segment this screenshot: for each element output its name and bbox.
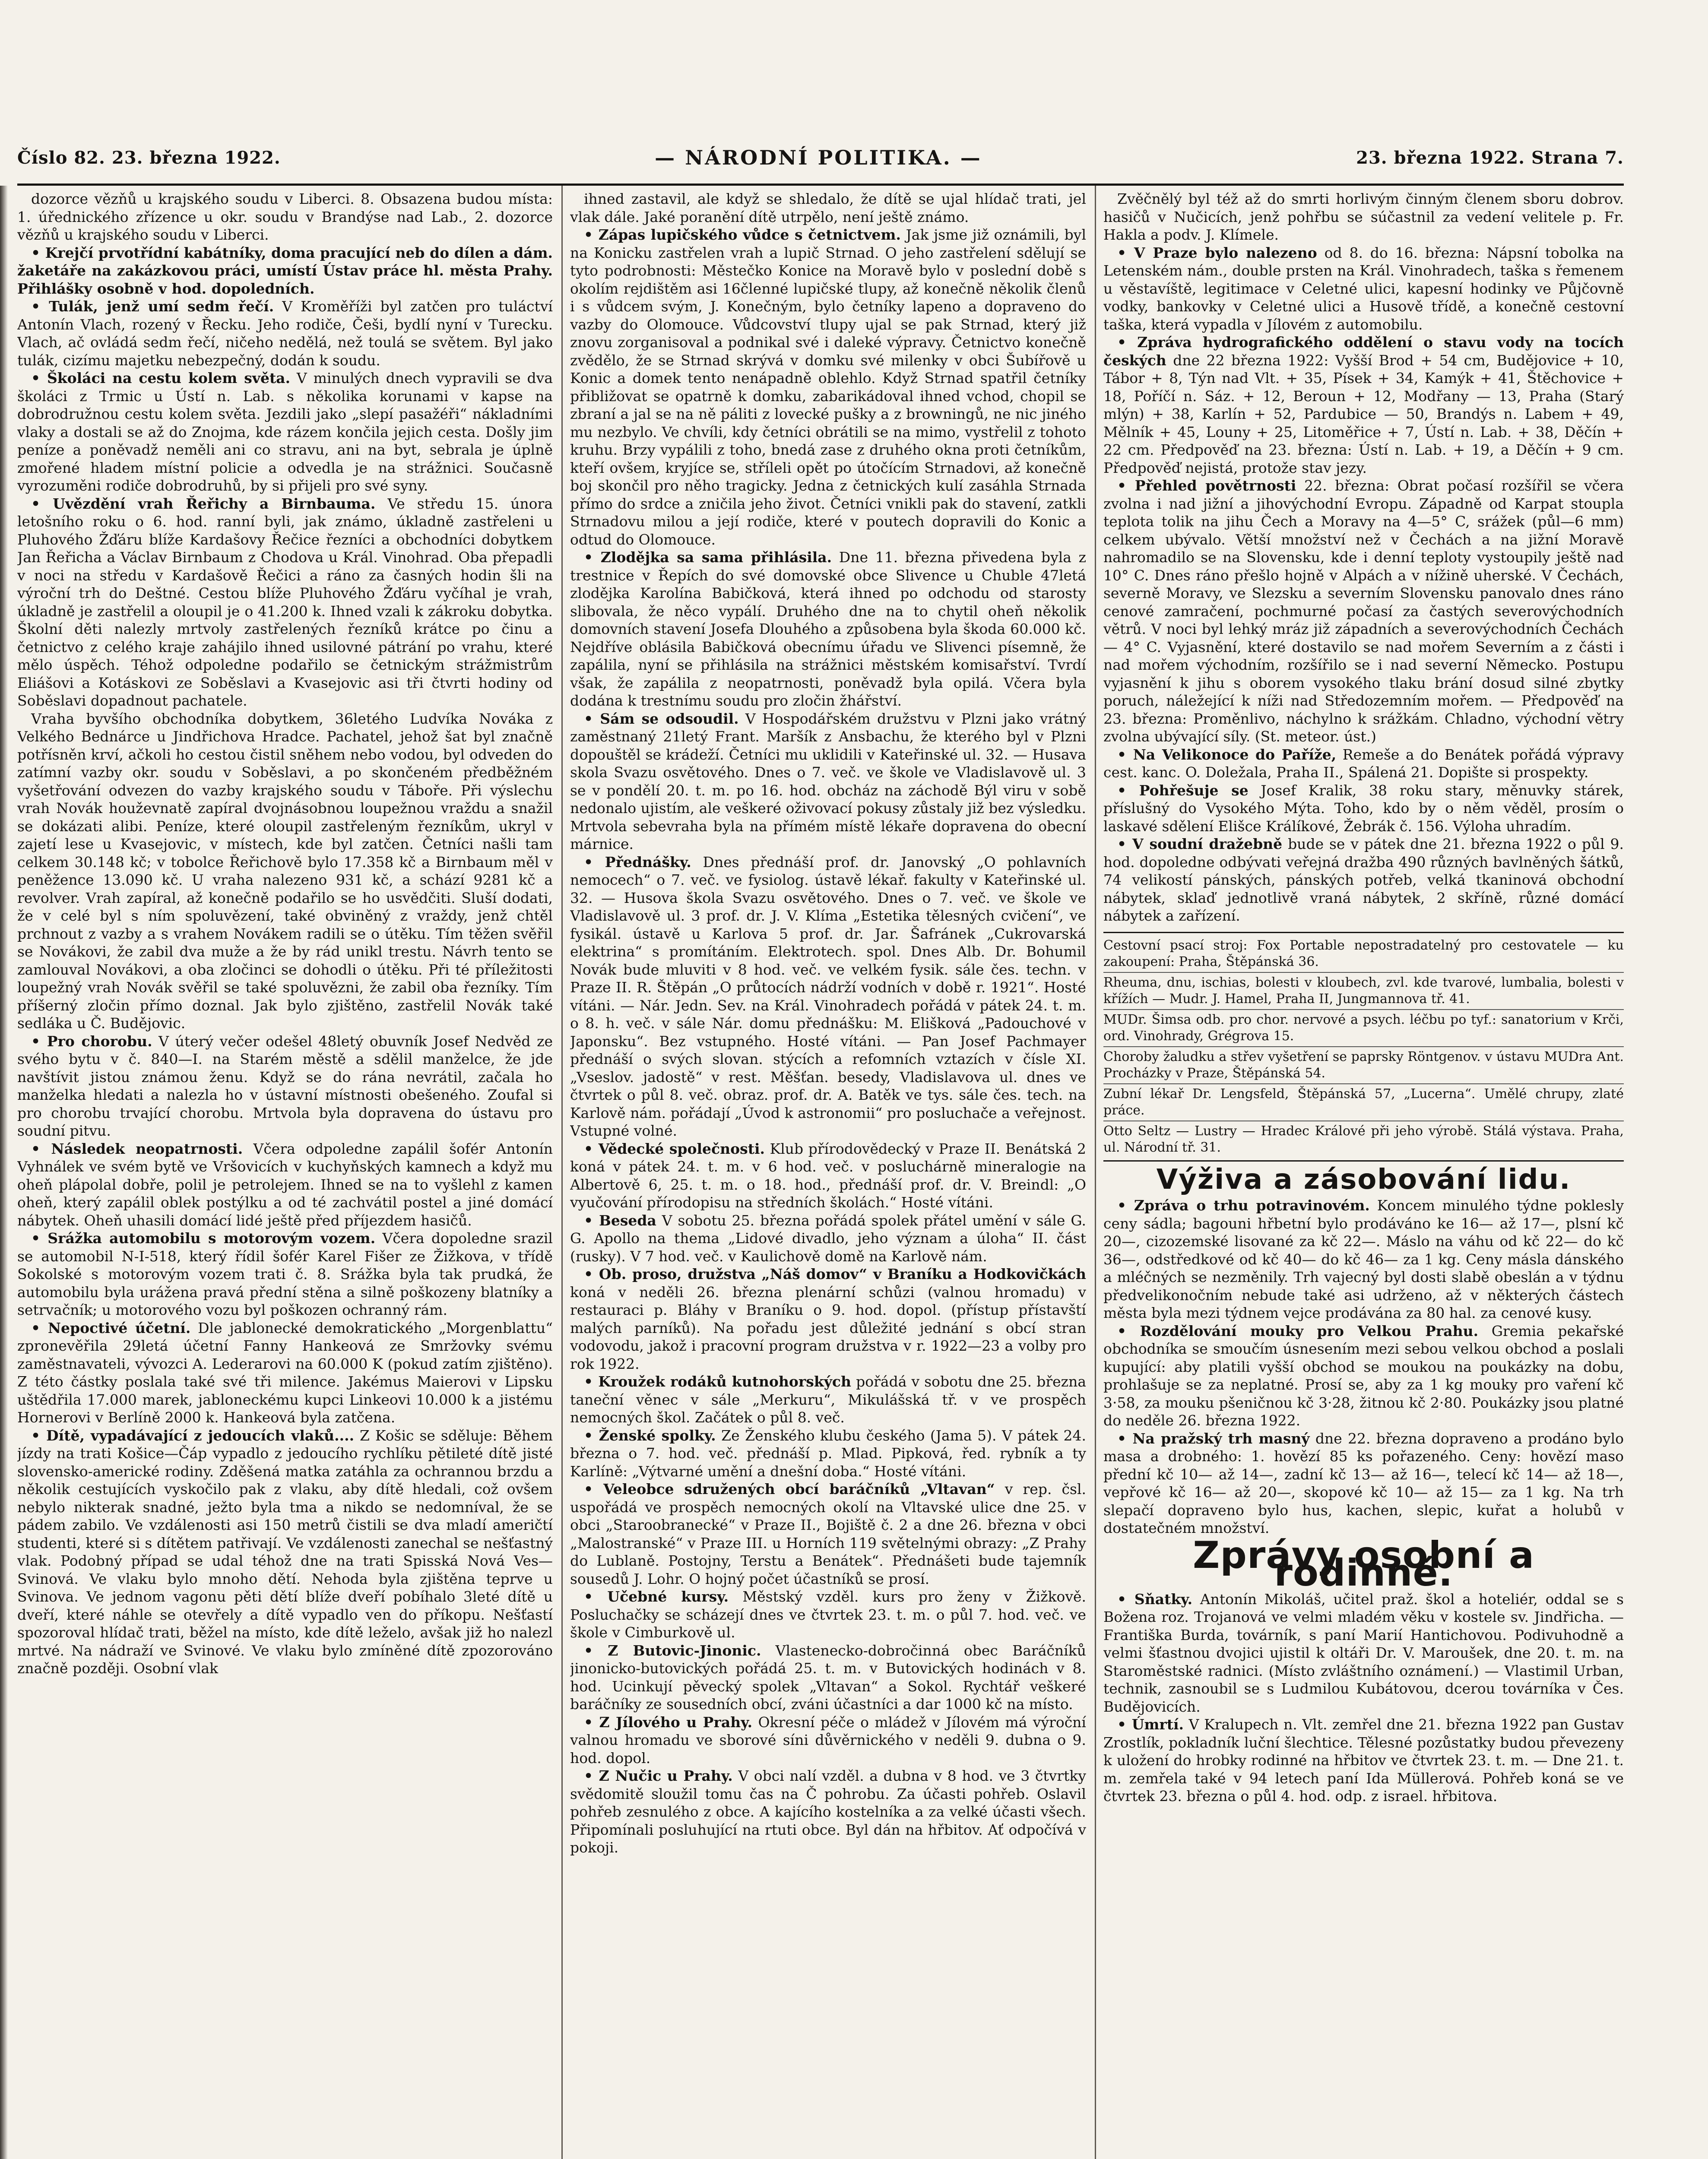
news-item-body: Gremia pekařské obchodníka se smoučím úsnesením mezi sebou velkou obchod a poslali kupující: aby platili vyšší obchod se moukou na poukázky na dobu, prohlašuje se za neplatné. Prosí se, aby za 1 kg mouky pro vaření kč 3·58, za mouku pšeničnou kč 3·28, žitnou kč 2·80. Poukázky jsou platné do neděle 26. března 1922. — [1103, 1322, 1624, 1429]
news-item — [17, 1427, 553, 1678]
news-item-body: dne 22. března dopraveno a prodáno bylo masa a drobného: 1. hovězí 85 ks pořazeného. Ceny: hovězí maso přední kč 10— až 14—, zadní kč 13— až 16—, telecí kč 14— až 18—, vepřové kč 16— až 20—, skopové kč 10— až 15— za 1 kg. Na trh slepačí dopraveno bylo hus, kachen, slepic, kuřat a holubů v dostatečném množství. — [1103, 1430, 1624, 1536]
news-item-headline: • Tulák, jenž umí sedm řečí. — [31, 298, 274, 315]
news-item — [1103, 190, 1624, 244]
news-item — [17, 495, 553, 710]
news-item-headline: • Následek neopatrnosti. — [31, 1140, 243, 1157]
news-item — [17, 1140, 553, 1230]
classified-ad: Rheuma, dnu, ischias, bolesti v kloubech, zvl. kde tvarové, lumbalia, bolesti v křížích — Mudr. J. Hamel, Praha II, Jungmannova tř. 41. — [1103, 973, 1624, 1010]
news-item-headline: • Sám se odsoudil. — [584, 710, 739, 727]
news-item — [570, 1140, 1086, 1212]
news-item — [570, 1427, 1086, 1481]
news-item — [1103, 244, 1624, 334]
news-item-headline: • Pro chorobu. — [31, 1032, 152, 1050]
header-rule — [17, 184, 1624, 186]
news-item-body: bude se v pátek dne 21. března 1922 o půl 9. hod. dopoledne odbývati veřejná dražba 490 různých bavlněných šátků, 74 velikostí pánských, pánských potřeb, velká tkaninová obchodní nábytek, sklaď jednotlivě vraná nábytek, 2 skříně, různé domácí nábytek a zařízení. — [1103, 836, 1624, 924]
news-item-body: Včera odpoledne zapálil šofér Antonín Vyhnálek ve svém bytě ve Vršovicích v kuchyňských kamnech a když mu oheň plápolal dobře, polil je petrolejem. Ihned se na to vyšlehl z kamen oheň, který zapálil oblek postýlku a od té zachvátil postel a jiné domácí nábytek. Oheň uhasili domácí lidé ještě před příjezdem hasičů. — [17, 1140, 553, 1229]
classified-ad: Choroby žaludku a střev vyšetření se paprsky Röntgenov. v ústavu MUDra Ant. Procházky v Praze, Štěpánská 54. — [1103, 1047, 1624, 1084]
news-item-headline: • Vědecké společnosti. — [584, 1140, 765, 1157]
news-item-headline: • Beseda — [584, 1212, 656, 1229]
news-item-headline: • Pohřešuje se — [1117, 782, 1249, 799]
news-item-body: V sobotu 25. března pořádá spolek přátel umění v sále G. G. Apollo na thema „Lidové divadlo, jeho význam a úloha“ II. část (rusky). V 7 hod. več. v Kaulichově domě na Karlově nám. — [570, 1212, 1086, 1265]
news-item — [1103, 835, 1624, 925]
news-item — [570, 1265, 1086, 1373]
column-2 — [570, 190, 1086, 2159]
news-item-headline: • Veleobce sdružených obcí baráčníků „Vltavan“ — [584, 1481, 995, 1497]
news-item — [570, 1212, 1086, 1266]
news-item-body: Josef Kralik, 38 roku stary, měnuvky stárek, příslušný do Vysokého Mýta. Toho, kdo by o něm věděl, prosím o laskavé sdělení Elišce Králíkové, Žebrák č. 156. Výloha uhradím. — [1103, 782, 1624, 835]
news-item-body: Dne 11. března přivedena byla z trestnice v Řepích do své domovské obce Slivence u Chuble 47letá zlodějka Karolína Babičková, která ihned po odchodu od starosty slibovala, že něco vypálí. Druhého dne na to chytil oheň několik domovních stavení Josefa Dlouhého a způsobena byla škoda 60.000 kč. Nejdříve oblásila Babičková obecnímu úřadu ve Slivenci písemně, že zapálila, nyní se přihlásila na strážnici městském komisařství. Tvrdí však, že zapálila z neopatrnosti, poněvadž byla opilá. Včera byla dodána k trestnímu soudu pro zločin žhářství. — [570, 549, 1086, 709]
news-item-headline: • Krejčí prvotřídní kabátníky, doma pracující neb do dílen a dám. žaketáře na zakázkovou práci, umístí Ústav práce hl. města Prahy. Přihlášky osobně v hod. dopoledních. — [17, 244, 553, 297]
news-item-body: Zvěčnělý byl též až do smrti horlivým činným členem sboru dobrov. hasičů v Nučicích, jenž pohřbu se súčastnil za vedení velitele p. Fr. Hakla a podv. J. Klímele. — [1103, 190, 1624, 243]
news-item-body: Včera dopoledne srazil se automobil N-I-518, který řídil šofér Karel Fišer ze Žižkova, v třídě Sokolské s motorovým vozem trati č. 8. Srážka byla tak prudká, že automobilu byla urážena pravá přední stěna a silně poškozeny blatníky a setrvačník; u motorového vozu byl poškozen ochranný rám. — [17, 1230, 553, 1318]
news-item — [1103, 477, 1624, 746]
news-item-headline: • V Praze bylo nalezeno — [1117, 244, 1317, 261]
news-item-body: V Kroměříži byl zatčen pro tuláctví Antonín Vlach, rozený v Řecku. Jeho rodiče, Češi, bydlí nyní v Turecku. Vlach, ač ovládá sedm řečí, ničeho nedělá, než toulá se světem. Byl jako tulák, cizímu majetku nebezpečný, dodán k soudu. — [17, 298, 553, 369]
news-item-headline: • Školáci na cestu kolem světa. — [31, 370, 291, 386]
news-item-headline: • Uvězdění vrah Řeřichy a Birnbauma. — [31, 495, 376, 512]
news-item — [570, 1480, 1086, 1588]
news-item-headline: • Rozdělování mouky pro Velkou Prahu. — [1117, 1322, 1479, 1339]
classified-ad: MUDr. Šimsa odb. pro chor. nervové a psych. léčbu po tyf.: sanatorium v Krči, ord. Vinohrady, Grégrova 15. — [1103, 1010, 1624, 1047]
news-item-body: 22. března: Obrat počasí rozšířil se včera zvolna i nad jižní a jihovýchodní Evropu. Západně od Karpat stoupla teplota tolik na jihu Čech a Moravy na 4—5° C, srážek (půl—6 mm) celkem ubývalo. Větší množství než v Čechách a na jižní Moravě nahromadilo se na Slovensku, kde i denní teploty vystoupily ještě nad 10° C. Dnes ráno přešlo hojně v Alpách a v nížině uherské. V Čechách, severně Moravy, ve Slezsku a severním Slovensku panovalo dnes ráno cenové zamračení, pochmurné počasí za častých severovýchodních větrů. V noci byl lehký mráz již západních a severovýchodních Čechách — 4° C. Vyjasnění, které dostavilo se nad mořem Severním a z části i nad mořem východním, rozšířilo se i nad severní Německo. Postupu vyjasnění k jihu s oborem vysokého tlaku brání dosud silné zbytky poruch, náležející k níži nad Středozemním mořem. — Předpověď na 23. března: Proměnlivo, náchylno k srážkám. Chladno, východní větry zvolna ubývající síly. (St. meteor. úst.) — [1103, 477, 1624, 745]
news-item — [570, 1642, 1086, 1713]
news-item-headline: • Sňatky. — [1117, 1590, 1193, 1608]
news-item — [1103, 1430, 1624, 1537]
news-item-body: Okresní péče o mládež v Jílovém má výroční valnou hromadu ve sborové síni důvěrnického v neděli 9. dubna o 9. hod. dopol. — [570, 1713, 1086, 1766]
classified-ad: Zubní lékař Dr. Lengsfeld, Štěpánská 57, „Lucerna“. Umělé chrupy, zlaté práce. — [1103, 1084, 1624, 1121]
news-item — [570, 226, 1086, 548]
news-item-headline: • Přednášky. — [584, 853, 691, 871]
news-item — [17, 1229, 553, 1319]
scan-edge-shadow — [0, 186, 8, 2159]
column-1 — [17, 190, 553, 2159]
news-item — [17, 710, 553, 1032]
news-item — [1103, 1590, 1624, 1716]
news-item-headline: • Učebné kursy. — [584, 1588, 729, 1605]
news-item-headline: • Ženské spolky. — [584, 1427, 716, 1444]
column-divider-1 — [561, 186, 563, 2159]
news-item — [570, 1713, 1086, 1767]
news-item — [17, 298, 553, 369]
news-item — [1103, 1197, 1624, 1322]
news-item-body: koná v neděli 26. března plenární schůzi (valnou hromadu) v restauraci p. Bláhy v Braníku o 9. hod. dopol. (přístup přístavští malých parníků). Na pořadu jest důležité jednání s obcí stran vodovodu, jakož i pracovní program družstva v r. 1922—23 a volby pro rok 1922. — [570, 1283, 1086, 1372]
news-item — [1103, 333, 1624, 477]
news-item-body: dozorce vězňů u krajského soudu v Liberci. 8. Obsazena budou místa: 1. úřednického zřízence u okr. soudu v Brandýse nad Lab., 2. dozorce vězňů u krajského soudu v Liberci. — [17, 190, 553, 243]
news-item-headline: • Přehled povětrnosti — [1117, 477, 1296, 494]
news-item-body: Antonín Mikoláš, učitel praž. škol a hoteliér, oddal se s Božena roz. Trojanová ve velmi mladém věku v kostele sv. Jindřicha. — Františka Burda, továrník, s paní Marií Hantichovou. Podivuhodně a velmi šťastnou dvojici ujistil k oltáři Dr. V. Maroušek, dne 20. t. m. na Staroměstské radnici. (Místo zvláštního oznámení.) — Vlastimil Urban, technik, zasnoubil se s Ludmilou Kubátovou, dcerou továrníka v Čes. Budějovicích. — [1103, 1590, 1624, 1715]
news-item — [17, 1319, 553, 1427]
news-item-headline: • Dítě, vypadávající z jedoucích vlaků.... — [31, 1427, 355, 1444]
news-item-headline: • Z Jílového u Prahy. — [584, 1713, 753, 1731]
news-item-body: V úterý večer odešel 48letý obuvník Josef Nedvěd ze svého bytu v č. 840—I. na Starém městě a sdělil manželce, že jde navštívit jistou známou ženu. Když se do rána nevrátil, začala ho manželka hledati a nalezla ho v ústavní místnosti obešeného. Zoufal si pro chorobu trvající chorobu. Mrtvola byla dopravena do ústavu pro soudní pitvu. — [17, 1032, 553, 1139]
news-item — [1103, 1322, 1624, 1430]
news-item-body: Dnes přednáší prof. dr. Janovský „O pohlavních nemocech“ o 7. več. ve fysiolog. ústavě lékař. fakulty v Kateřinské ul. 32. — Husova škola Svazu osvětového. Dnes o 7. več. ve škole ve Vladislavově ul. 3 prof. dr. J. V. Klíma „Estetika tělesných cvičení“, ve fysikál. ústavě u Karlova 5 prof. dr. Jar. Šafránek „Cukrovarská elektrina“ s promítáním. Elektrotech. spol. Dnes Alb. Dr. Bohumil Novák bude mluviti v 8 hod. več. ve velkém fysik. sále čes. techn. v Praze II. R. Štěpán „O průtocích nádrží vodních v době r. 1921“. Hosté vítáni. — Nár. Jedn. Sev. na Král. Vinohradech pořádá v pátek 24. t. m. o 8. h. več. v sále Nár. domu přednášku: M. Elišková „Padouchové v Japonsku“. Bez vstupného. Hosté vítáni. — Pan Josef Pachmayer přednáší o svých slovan. stýcích a refomních vztazích v čísle XI. „Vseslov. jadostě“ v rest. Měšťan. besedy, Vladislavova ul. dnes ve čtvrtek o půl 8. več. obraz. prof. dr. A. Batěk ve tys. sále čes. tech. na Karlově nám. pořádají „Úvod k astronomii“ pro posluchače a veřejnost. Vstupné volné. — [570, 853, 1086, 1139]
news-item-body: Koncem minulého týdne poklesly ceny sádla; bagouni hřbetní bylo prodáváno ke 16— až 17—, plsní kč 20—, cizozemské lisované za kč 22—. Máslo na váhu od kč 22— do kč 36—, odstředkové od kč 40— do kč 46— za 1 kg. Ceny másla dánského a mléčných se nezměnily. Trh vajecný byl dosti slabě obeslán a v týdnu předvelikonočním nebude také asi udrženo, až v některých částech města byla mezi týdnem vejce prodávána za 80 hal. za cenové kusy. — [1103, 1197, 1624, 1321]
news-item-body: Dle jablonecké demokratického „Morgenblattu“ zpronevěřila 29letá účetní Fanny Hankeová ze Smržovky svému zaměstnavateli, vývozci A. Lederarovi na 60.000 K (pokud zatím zjištěno). Z této částky poslala také své tři milence. Jakémus Maierovi v Lipsku uštědřila 17.000 marek, jabloneckému kupci Linkeovi 10.000 k a jistému Hornerovi v Berlíně 2000 k. Hankeová byla zatčena. — [17, 1319, 553, 1426]
news-item-body: Vlastenecko-dobročinná obec Baráčníků jinonicko-butovických pořádá 25. t. m. v Butovických hodinách v 8. hod. Ucinkují pěvecký spolek „Vltavan“ a Sokol. Rychtář veškeré baráčníky ze sousedních obcí, zváni účastníci a dar 1000 kč na místo. — [570, 1642, 1086, 1713]
news-item — [570, 1373, 1086, 1427]
column-3 — [1103, 190, 1624, 2159]
news-item — [1103, 782, 1624, 836]
news-item-headline: • Na pražský trh masný — [1117, 1430, 1310, 1447]
news-item-body: pořádá v sobotu dne 25. března taneční věnec v sále „Merkuru“, Mikulášská tř. v ve prospěch nemocných škol. Začátek o půl 8. več. — [570, 1373, 1086, 1426]
news-item-body: Ze Ženského klubu českého (Jama 5). V pátek 24. března o 7. hod. več. přednáší p. Mlad. Pipková, řed. rybník a ty Karlíně: „Výtvarné umění a dnešní doba.“ Hosté vítáni. — [570, 1427, 1086, 1480]
news-item-headline: • Zpráva o trhu potravinovém. — [1117, 1197, 1370, 1214]
news-item-body: Jak jsme již oznámili, byl na Konicku zastřelen vrah a lupič Strnad. O jeho zastřelení sdělují se tyto podrobnosti: Městečko Konice na Moravě bylo v poslední době s okolím rejdištěm asi 16členné lupičské tlupy, až konečně několik členů i s vůdcem svým, J. Konečným, bylo četníky lapeno a dopraveno do vazby do Olomouce. Vůdcovství tlupy ujal se pak Strnad, který již znovu zorganisoval a podnikal své i daleké výpravy. Četnictvo konečně zvědělo, že se Strnad skrývá v domku své milenky v obci Šubířově u Konic a domek tento nenápadně oblehlo. Když Strnad spatřil četníky přibližovat se opatrně k domku, zabarikádoval ihned vchod, chopil se zbraní a jal se na ně páliti z lovecké pušky a z browningů, ne nic jiného mu nezbylo. Ve chvíli, kdy četníci obrátili se na mimo, vystřelil z tohoto kruhu. Brzy vypálili z toho, bnedá zase z druhého okna proti četníkům, kteří ovšem, kryjíce se, stříleli opět po útočícím Strnadovi, až konečně boj skončil pro něho tragicky. Jedna z četnických kulí zasáhla Strnada přímo do srdce a zničila jeho život. Četníci vnikli pak do stavení, zatkli Strnadovu milou a její rodiče, které v poutech dopravili do Konic a odtud do Olomouce. — [570, 226, 1086, 548]
header-issue: Číslo 82. 23. března 1922. — [17, 147, 281, 168]
news-item-headline: • Na Velikonoce do Paříže, — [1117, 746, 1337, 763]
news-item-body: v rep. čsl. uspořádá ve prospěch nemocných okolí na Vltavské ulice dne 25. v obci „Staroobranecké“ v Praze II., Bojiště č. 2 a dne 26. března v obci „Malostranské“ v Praze III. u Horních 119 světelnými obrazy: „Z Prahy do Lublaně. Postojny, Terstu a Benátek“. Přednášeti bude tajemník sousedů J. Lohr. O hojný počet účastníků se prosí. — [570, 1481, 1086, 1587]
news-item — [570, 1588, 1086, 1642]
news-item-body: Z Košic se sděluje: Během jízdy na trati Košice—Čáp vypadlo z jedoucího rychlíku pětileté dítě jisté slovensko-americké rodiny. Zděšená matka zatáhla za ochrannou brzdu a několik cestujících vyskočilo pak z vlaku, aby dítě hledali, což ovšem nebylo nikterak snadné, ježto byla tma a nikdo se nedomníval, že se pádem zabilo. Ve vzdálenosti asi 150 metrů čistili se dva mladí američtí studenti, které si s dítětem patřivají. Ve vzdálenosti zanechal se nešťastný vlak. Podobný případ se udal téhož dne na trati Spisská Nová Ves—Svinová. Ve vlaku bylo mnoho dětí. Nehoda byla zjištěna teprve u Svinova. Ve jednom vagonu pěti dětí blíže dveří pobíhalo 3leté dítě u dveří, které náhle se otevřely a dítě vypadlo ven do příkopu. Nešťastí spozoroval hlídač trati, běžel na místo, kde dítě leželo, avšak již ho nalezl mrtvé. Na nádraží ve Svinové. Ve vlaku bylo zmíněné dítě zpozorováno značně později. Osobní vlak — [17, 1427, 553, 1677]
news-item-body: V minulých dnech vypravili se dva školáci z Trmic u Ústí n. Lab. s několika korunami v kapse na dobrodružnou cestu kolem světa. Jezdili jako „slepí pasažéři“ nákladními vlaky a dostali se až do Znojma, kde rázem končila jejich cesta. Došly jim peníze a poněvadž neměli ani co stravu, ani na byt, sebrala je úplně zmořené hladem místní policie a odvedla je na strážnici. Současně vyrozuměni rodiče dobrodruhů, by si přijeli pro své syny. — [17, 370, 553, 494]
news-item-headline: • Zpráva hydrografického oddělení o stavu vody na tocích českých — [1103, 334, 1624, 369]
news-item-headline: • Z Nučic u Prahy. — [584, 1767, 733, 1784]
page-header — [17, 142, 1624, 173]
news-item-headline: • Srážka automobilu s motorovým vozem. — [31, 1230, 376, 1247]
news-item — [17, 244, 553, 298]
news-item — [17, 190, 553, 244]
news-item — [570, 710, 1086, 853]
section-title: Výživa a zásobování lidu. — [1156, 1163, 1571, 1196]
news-item-headline: • V soudní dražebně — [1117, 836, 1283, 852]
news-item — [570, 1767, 1086, 1857]
header-date-page: 23. března 1922. Strana 7. — [1356, 147, 1624, 168]
classified-ads-box — [1103, 932, 1624, 1162]
news-item — [17, 1032, 553, 1140]
section-title: Zprávy osobní a rodinné. — [1192, 1533, 1534, 1595]
news-item-headline: • Zápas lupičského vůdce s četnictvem. — [584, 226, 901, 243]
news-item — [17, 369, 553, 495]
news-item-body: dne 22 března 1922: Vyšší Brod + 54 cm, Budějovice + 10, Tábor + 8, Týn nad Vlt. + 35, Písek + 34, Kamýk + 41, Štěchovice + 18, Poříčí n. Sáz. + 12, Beroun + 12, Modřany — 13, Praha (Starý mlýn) + 38, Karlín + 52, Pardubice — 50, Brandýs n. Labem + 49, Mělník + 45, Louny + 25, Litoměřice + 7, Ústí n. Lab. + 38, Děčín + 22 cm. Předpověď na 23. března: Ústí n. Lab. + 19, a Děčín + 9 cm. Předpověď nejistá, protože stav jezy. — [1103, 351, 1624, 476]
news-item-body: Městský vzděl. kurs pro ženy v Žižkově. Posluchačky se scházejí dnes ve čtvrtek 23. t. m. o půl 7. hod. več. ve škole v Cimburkově ul. — [570, 1588, 1086, 1641]
classified-ad: Otto Seltz — Lustry — Hradec Králové při jeho výrobě. Stálá výstava. Praha, ul. Národní tř. 31. — [1103, 1123, 1624, 1155]
news-item-body: Remeše a do Benátek pořádá výpravy cest. kanc. O. Doležala, Praha II., Spálená 21. Dopište si prospekty. — [1103, 746, 1624, 781]
news-item-headline: • Z Butovic-Jinonic. — [584, 1642, 761, 1659]
news-item-body: Klub přírodovědecký v Praze II. Benátská 2 koná v pátek 24. t. m. v 6 hod. več. v posluchárně mineralogie na Albertově 6, 25. t. m. o 18. hod., přednáší prof. dr. V. Breindl: „O vyučování přírodopisu na středních školách.“ Hosté vítáni. — [570, 1140, 1086, 1211]
news-item-body: ihned zastavil, ale když se shledalo, že dítě se ujal hlídač trati, jel vlak dále. Jaké poranění dítě utrpělo, není ještě známo. — [570, 190, 1086, 225]
news-item — [1103, 1716, 1624, 1805]
news-item — [570, 853, 1086, 1140]
news-item-body: V Hospodářském družstvu v Plzni jako vrátný zaměstnaný 21letý Frant. Maršík z Ansbachu, že kterého byl v Plzni dopouštěl se krádeží. Četníci mu uklidili v Kateřinské ul. 32. — Husava skola Svazu osvětového. Dnes o 7. več. ve škole ve Vladislavově ul. 3 se v pondělí 20. t. m. po 16. hod. obcház na záchodě Býl viru v sobě nedonalo ujistím, ale veškeré oživovací pokusy zůstaly již bez výsledku. Mrtvola sebevraha byla na přímém místě lékaře dopravena do obecní márnice. — [570, 710, 1086, 852]
news-item-body: V obci nalí vzděl. a dubna v 8 hod. ve 3 čtvrtky svědomitě sloužil tomu čas na Č pohrobu. Za účasti pohřeb. Oslavil pohřeb zesnulého z obce. A kajícího kostelníka a za velké účasti všech. Připomínali posluhující na rtuti obce. Byl dán na hřbitov. Ať odpočívá v pokoji. — [570, 1767, 1086, 1856]
news-item-body: od 8. do 16. března: Nápsní tobolka na Letenském nám., double prsten na Král. Vinohradech, taška s řemenem u věstavíště, legitimace v Celetné ulici, kapesní hodinky ve Půjčovně vodky, bankovky v Celetné ulici a Husově třídě, a konečně cestovní taška, která vypadla v Jílovém z automobilu. — [1103, 244, 1624, 333]
news-item-headline: • Ob. proso, družstva „Náš domov“ v Braníku a Hodkovičkách — [584, 1266, 1086, 1282]
news-item-headline: • Úmrtí. — [1117, 1716, 1184, 1733]
news-item-headline: • Kroužek rodáků kutnohorských — [584, 1373, 851, 1390]
news-item-headline: • Zlodějka sa sama přihlásila. — [584, 549, 832, 566]
news-item-headline: • Nepoctivé účetní. — [31, 1319, 191, 1336]
news-item — [1103, 746, 1624, 782]
news-item-body: Vraha byvšího obchodníka dobytkem, 36letého Ludvíka Nováka z Velkého Bednárce u Jindřichova Hradce. Pachatel, jehož šat byl značně potřísněn krví, ačkoli ho cestou čistil sněhem nebo vodou, byl odveden do zatímní vazby okr. soudu v Soběslavi, a po skončeném předběžném vyšetřování odvezen do vazby krajského soudu v Táboře. Při výslechu vrah Novák houževnatě zapíral dvojnásobnou loupežnou vraždu a snažil se dokázati alibi. Peníze, které oloupil zastřeleným řezníkům, ukryl v zajetí lese u Kvasejovic, v místech, kde byl zatčen. Četníci našli tam celkem 30.148 kč; v tobolce Řeřichově bylo 17.358 kč a Birnbaum měl v peněžence 13.090 kč. U vraha nalezeno 931 kč, a schází 9281 kč a revolver. Vrah zapíral, až konečně podařilo se ho usvědčiti. Sluší dodati, že v celé byl s ním spoluvězení, také obviněný z vraždy, jenž chtěl prchnout z vazby a s vrahem Novákem radili se o útěku. Tím těžen svěřil se Novákovi, že zabil dva muže a že by rád unikl trestu. Návrh tento se zamlouval Novákovi, a oba zločinci se dohodli o útěku. Při té příležitosti loupežný vrah Novák svěřil se také spoluvězni, že zabil oba řezníky. Tím příšerný zločin přímo doznal. Jak bylo zjištěno, zastřelil Novák také sedláka u Č. Budějovic. — [17, 710, 553, 1032]
news-item-body: V Kralupech n. Vlt. zemřel dne 21. března 1922 pan Gustav Zrostlík, pokladník luční šlechtice. Tělesné pozůstatky budou převezeny k uložení do hrobky rodinné na hřbitov ve čtvrtek 23. t. m. — Dne 21. t. m. zemřela také v 94 letech paní Ida Müllerová. Pohřeb koná se ve čtvrtek 23. března o půl 4. hod. odp. z israel. hřbitova. — [1103, 1716, 1624, 1804]
news-item — [570, 190, 1086, 226]
news-item — [570, 548, 1086, 710]
column-divider-2 — [1095, 186, 1096, 2159]
masthead-title: — NÁRODNÍ POLITIKA. — — [655, 146, 982, 169]
classified-ad: Cestovní psací stroj: Fox Portable nepostradatelný pro cestovatele — ku zakoupení: Praha, Štěpánská 36. — [1103, 936, 1624, 973]
news-item-body: Ve středu 15. února letošního roku o 6. hod. ranní byli, jak známo, úkladně zastřeleni u Pluhového Žďáru blíže Kardašovy Řečice řezníci a obchodníci dobytkem Jan Řeřicha a Václav Birnbaum z Chodova u Král. Vinohrad. Oba přepadli v noci na středu v Kardašově Řečici a ráno za časných hodin šli na výroční trh do Deštné. Cestou blíže Pluhového Žďáru vyčíhal je vrah, úkladně je zastřelil a oloupil je o 41.200 k. Ihned vzali k zákroku dobytka. Školní děti nalezly mrtvoly zastřelených řezníků krátce po činu a četnictvo z celého kraje zahájilo ihned usilovné pátrání po vrahu, které mělo úspěch. Téhož odpoledne podařilo se četnickým strážmistrům Eliášovi a Kotáskovi ze Soběslavi a Kvasejovic asi tři čtvrti hodiny od Soběslavi dopadnout pachatele. — [17, 495, 553, 709]
